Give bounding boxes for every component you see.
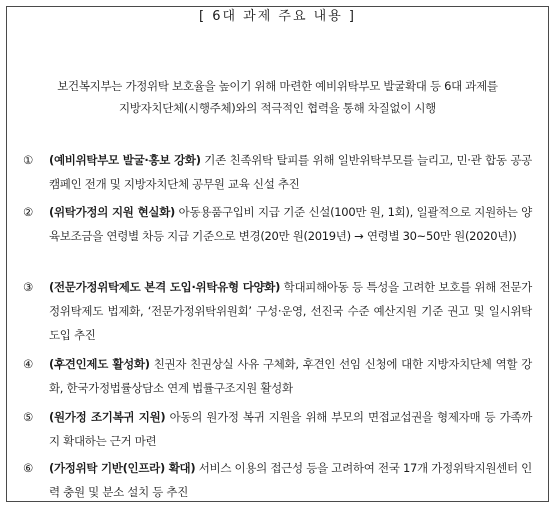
item-number: ① <box>23 153 34 167</box>
item-text: 친권자 친권상실 사유 구체화, 후견인 선임 신청에 대한 지방자치단체 역할 강화, 한국가정법률상담소 연계 법률구조지원 활성화 <box>49 357 532 395</box>
item-lead: (원가정 조기복귀 지원) <box>49 410 166 424</box>
task-item-2 <box>23 200 532 248</box>
item-text: 아동용품구입비 지급 기준 신설(100만 원, 1회), 일괄적으로 지원하는 양육보조금을 연령별 차등 지급 기준으로 변경(20만 원(2019년) → 연령별 30~50만 원(2020년)) <box>49 205 532 243</box>
item-text: 아동의 원가정 복귀 지원을 위해 부모의 면접교섭권을 형제자매 등 가족까지 확대하는 근거 마련 <box>49 410 532 448</box>
item-text: 학대피해아동 등 특성을 고려한 보호를 위해 전문가정위탁제도 법제화, ‘전문가정위탁위원회’ 구성·운영, 선진국 수준 예산지원 기준 권고 및 일시위탁 도입 추진 <box>49 280 532 342</box>
item-number: ④ <box>23 357 34 371</box>
item-lead: (예비위탁부모 발굴·홍보 강화) <box>49 153 201 167</box>
item-number: ⑤ <box>23 410 34 424</box>
task-item-6 <box>23 456 532 504</box>
item-number: ③ <box>23 280 34 294</box>
content-box <box>6 6 549 502</box>
intro-line-2: 지방자치단체(시행주체)와의 적극적인 협력을 통해 차질없이 시행 <box>119 101 436 115</box>
task-item-4 <box>23 352 532 400</box>
item-text: 기존 친족위탁 탈피를 위해 일반위탁부모를 늘리고, 민·관 합동 공공캠페인 전개 및 지방자치단체 공무원 교육 신설 추진 <box>49 153 532 191</box>
item-number: ⑥ <box>23 461 34 475</box>
item-lead: (후견인제도 활성화) <box>49 357 150 371</box>
task-item-5 <box>23 405 532 453</box>
item-lead: (위탁가정의 지원 현실화) <box>49 205 175 219</box>
intro-line-1: 보건복지부는 가정위탁 보호율을 높이기 위해 마련한 예비위탁부모 발굴확대 등 6대 과제를 <box>57 79 498 93</box>
page-title: [ 6대 과제 주요 내용 ] <box>199 9 356 24</box>
intro-paragraph <box>13 75 542 119</box>
item-text: 서비스 이용의 접근성 등을 고려하여 전국 17개 가정위탁지원센터 인력 충원 및 분소 설치 등 추진 <box>49 461 532 499</box>
task-item-1 <box>23 148 532 196</box>
item-lead: (가정위탁 기반(인프라) 확대) <box>49 461 196 475</box>
item-number: ② <box>23 205 34 219</box>
item-lead: (전문가정위탁제도 본격 도입·위탁유형 다양화) <box>49 280 281 294</box>
task-item-3 <box>23 275 532 347</box>
